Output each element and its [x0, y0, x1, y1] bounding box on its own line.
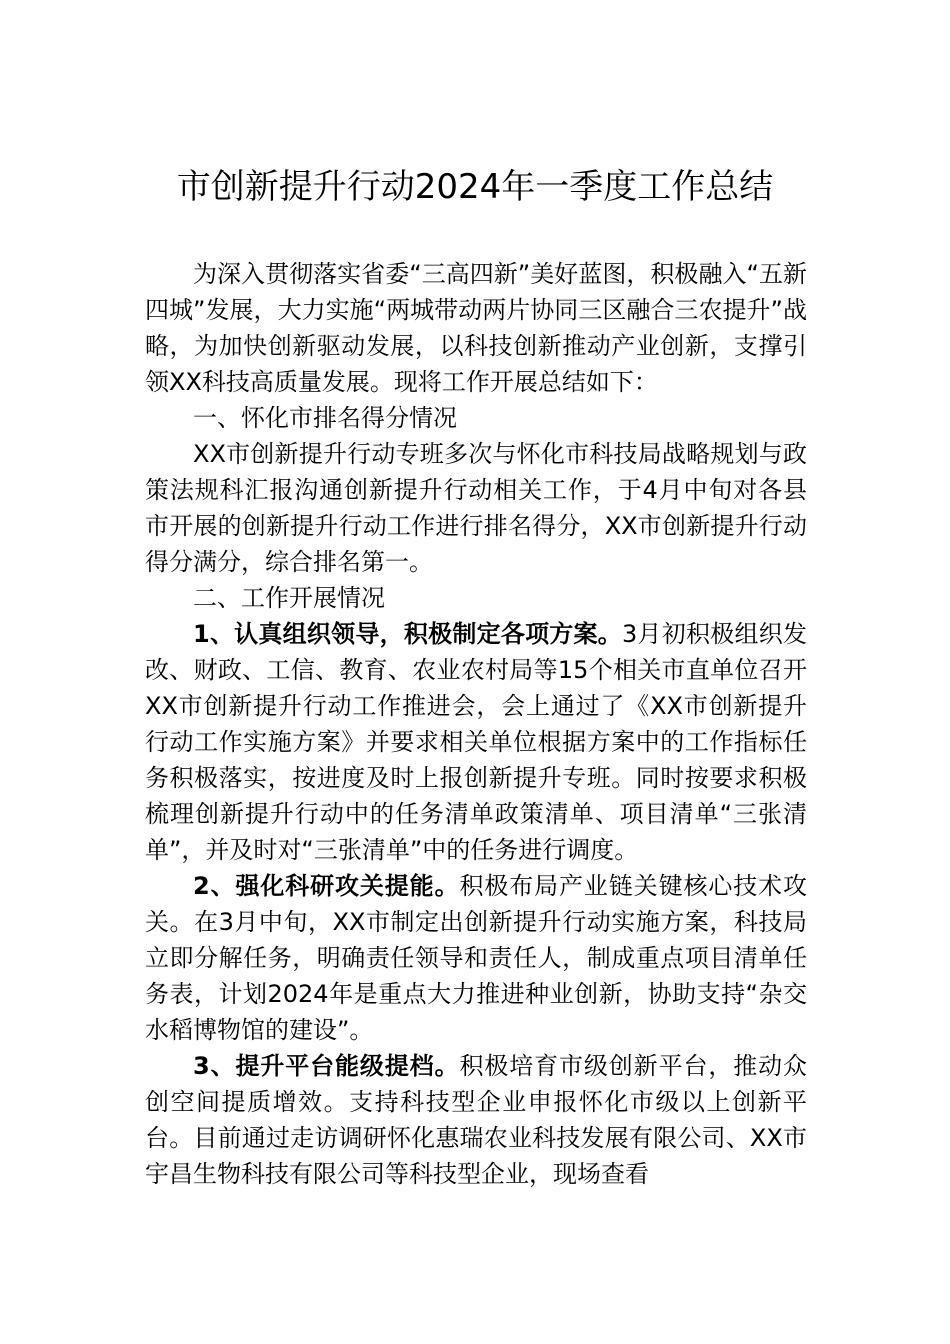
paragraph-lead: 2、强化科研攻关提能。	[193, 872, 460, 900]
numbered-paragraph	[145, 1048, 807, 1192]
document-title: 市创新提升行动2024年一季度工作总结	[176, 167, 774, 207]
paragraph-text: 积极布局产业链关键核心技术攻关。在3月中旬，XX市制定出创新提升行动实施方案，科技局立即分解任务，明确责任领导和责任人，制成重点项目清单任务表，计划2024年是重点大力推进种业创新，协助支持“杂交水稻博物馆的建设”。	[145, 872, 808, 1044]
numbered-paragraph	[145, 868, 807, 1048]
paragraph-text: 积极培育市级创新平台，推动众创空间提质增效。支持科技型企业申报怀化市级以上创新平台。目前通过走访调研怀化惠瑞农业科技发展有限公司、XX市宇昌生物科技有限公司等科技型企业，现场查看	[145, 1052, 808, 1188]
document-body	[145, 256, 807, 1192]
paragraph-lead: 3、提升平台能级提档。	[193, 1052, 460, 1080]
section-paragraph: XX市创新提升行动专班多次与怀化市科技局战略规划与政策法规科汇报沟通创新提升行动相关工作，于4月中旬对各县市开展的创新提升行动工作进行排名得分，XX市创新提升行动得分满分，综合排名第一。	[145, 440, 807, 576]
section-heading: 二、工作开展情况	[193, 584, 385, 612]
numbered-paragraph	[145, 616, 807, 868]
section-heading: 一、怀化市排名得分情况	[193, 404, 457, 432]
intro-paragraph: 为深入贯彻落实省委“三高四新”美好蓝图，积极融入“五新四城”发展，大力实施“两城带动两片协同三区融合三农提升”战略，为加快创新驱动发展，以科技创新推动产业创新，支撑引领XX科技高质量发展。现将工作开展总结如下：	[145, 260, 807, 396]
paragraph-text: 3月初积极组织发改、财政、工信、教育、农业农村局等15个相关市直单位召开XX市创新提升行动工作推进会，会上通过了《XX市创新提升行动工作实施方案》并要求相关单位根据方案中的工作指标任务积极落实，按进度及时上报创新提升专班。同时按要求积极梳理创新提升行动中的任务清单政策清单、项目清单“三张清单”，并及时对“三张清单”中的任务进行调度。	[145, 620, 807, 864]
paragraph-lead: 1、认真组织领导，积极制定各项方案。	[193, 620, 623, 648]
